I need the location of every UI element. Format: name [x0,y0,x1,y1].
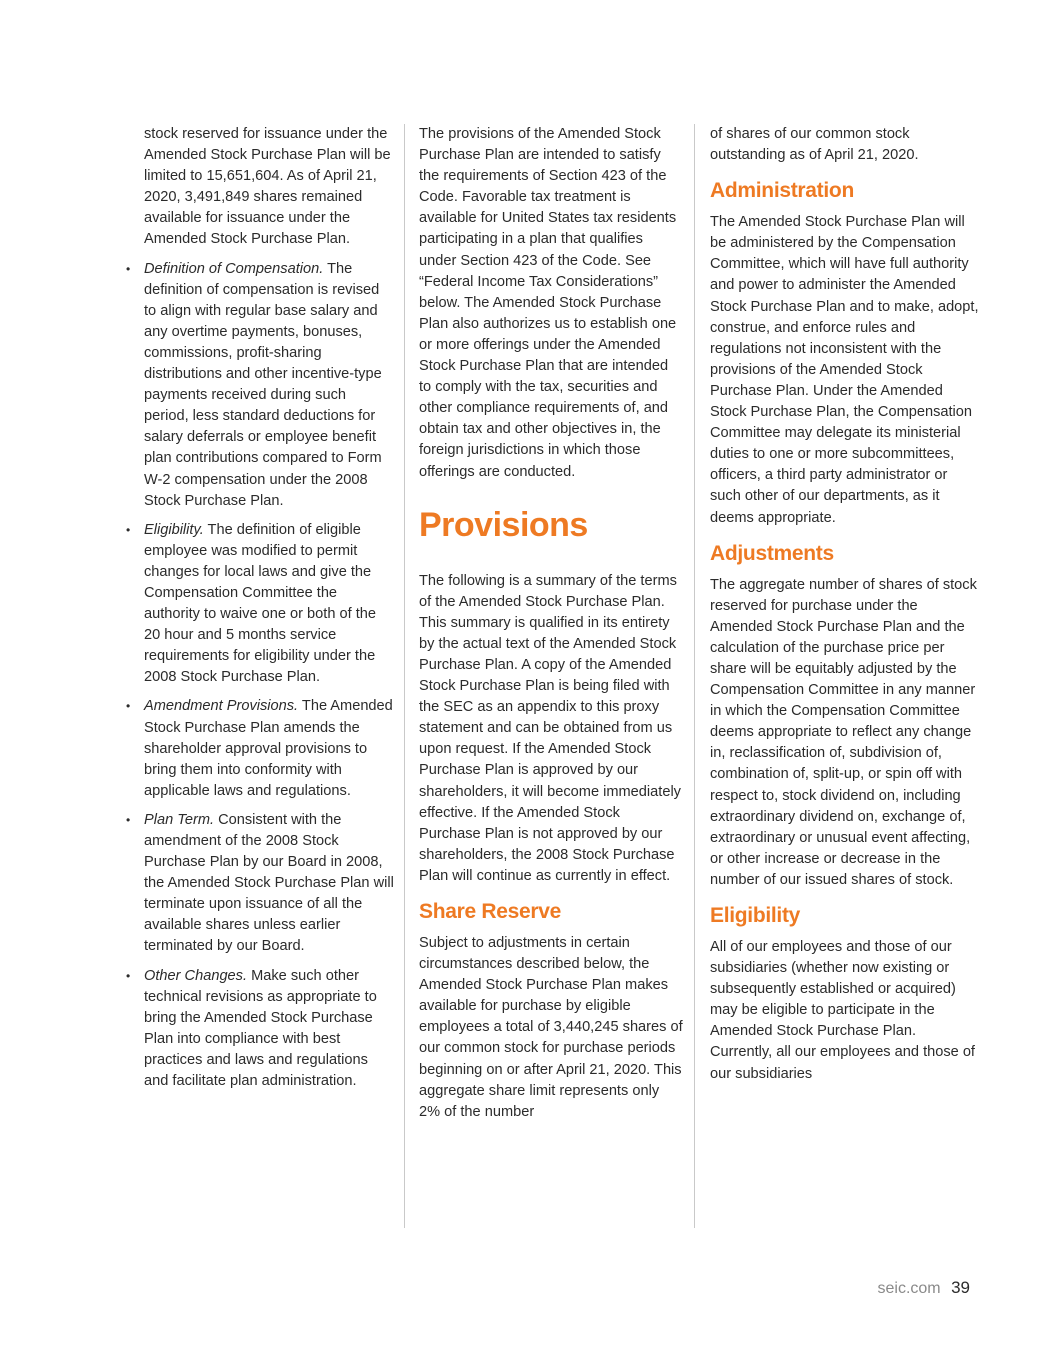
column-3 [694,124,980,1228]
column-2 [404,124,684,1228]
bullet-icon: • [126,699,131,714]
share-reserve-paragraph: Subject to adjustments in certain circumstances described below, the Amended Stock Purchase Plan makes available for purchase by eligible employees a total of 3,440,245 shares of our common stock for purchase periods beginning on or after April 21, 2020. This aggregate share limit represents only 2% of the number [419,935,683,1120]
page-number: 39 [951,1278,970,1297]
summary-paragraph: The following is a summary of the terms of the Amended Stock Purchase Plan. This summary is qualified in its entirety by the actual text of the Amended Stock Purchase Plan. A copy of the Amended Stock Purchase Plan is being filed with the SEC as an appendix to this proxy statement and can be obtained from us upon request. If the Amended Stock Purchase Plan is approved by our shareholders, it will become immediately effective. If the Amended Stock Purchase Plan is not approved by our shareholders, the 2008 Stock Purchase Plan will continue as currently in effect. [419,572,681,884]
continued-paragraph: stock reserved for issuance under the Amended Stock Purchase Plan will be limited to 15,651,604. As of April 21, 2020, 3,491,849 shares remained available for issuance under the Amended Stock Purchase Plan. [144,126,391,248]
list-item [126,696,394,801]
continued-paragraph: of shares of our common stock outstanding as of April 21, 2020. [710,126,919,164]
section-title-provisions: Provisions [419,505,588,544]
bullet-text: Make such other technical revisions as appropriate to bring the Amended Stock Purchase Plan into compliance with best practices and laws and regulations and facilitate plan administration. [144,967,377,1090]
bullet-text: The Amended Stock Purchase Plan amends the shareholder approval provisions to bring them into conformity with applicable laws and regulations. [144,698,393,799]
bullet-icon: • [126,968,131,983]
list-item [126,966,394,1093]
bullet-icon: • [126,812,131,827]
bullet-text: The definition of compensation is revised to align with regular base salary and any overtime payments, bonuses, commissions, profit-sharing distributions and other incentive-type payments received during such period, less standard deductions for salary deferrals or employee benefit plan contributions compared to Form W-2 compensation under the 2008 Stock Purchase Plan. [144,260,382,509]
column-1 [126,124,394,1100]
list-item [126,520,394,689]
heading-share-reserve: Share Reserve [419,900,562,923]
footer-site-link[interactable]: seic.com [877,1280,941,1297]
heading-administration: Administration [710,179,854,203]
eligibility-paragraph: All of our employees and those of our subsidiaries (whether now existing or subsequently established or acquired) may be eligible to participate in the Amended Stock Purchase Plan. Currently, all our employees and those of our subsidiaries [710,939,975,1082]
bullet-term: Plan Term. [144,811,215,828]
page-footer [878,1278,971,1298]
heading-eligibility: Eligibility [710,904,801,927]
heading-adjustments: Adjustments [710,541,834,565]
intro-paragraph: The provisions of the Amended Stock Purchase Plan are intended to satisfy the requirements of Section 423 of the Code. Favorable tax treatment is available for United States tax residents participating in a plan that qualifies under Section 423 of the Code. See “Federal Income Tax Considerations” below. The Amended Stock Purchase Plan also authorizes us to establish one or more offerings under the Amended Stock Purchase Plan that are intended to comply with the tax, securities and other compliance requirements of, and obtain tax and other objectives in, the foreign jurisdictions in which those offerings are conducted. [419,126,677,480]
bullet-text: The definition of eligible employee was modified to permit changes for local laws and give the Compensation Committee the authority to waive one or both of the 20 hour and 5 months service requirements for eligibility under the 2008 Stock Purchase Plan. [144,521,377,686]
adjustments-paragraph: The aggregate number of shares of stock reserved for purchase under the Amended Stock Purchase Plan and the calculation of the purchase price per share will be equitably adjusted by the Compensation Committee in any manner in which the Compensation Committee deems appropriate to reflect any change in, reclassification of, subdivision of, combination of, split-up, or spin off with respect to, stock dividend on, including extraordinary dividend on, exchange of, extraordinary or unusual event affecting, or other increase or decrease in the number of our issued shares of stock. [710,576,977,888]
bullet-icon: • [126,261,131,276]
list-item [126,259,394,512]
plan-changes-list [126,259,394,1093]
bullet-term: Definition of Compensation. [144,260,324,277]
bullet-term: Eligibility. [144,521,204,538]
bullet-term: Amendment Provisions. [144,698,299,715]
bullet-text: Consistent with the amendment of the 2008 Stock Purchase Plan by our Board in 2008, the Amended Stock Purchase Plan will terminate upon issuance of all the available shares unless earlier terminated by our Board. [144,811,394,955]
bullet-icon: • [126,522,131,537]
administration-paragraph: The Amended Stock Purchase Plan will be administered by the Compensation Committee, which will have full authority and power to administer the Amended Stock Purchase Plan and to make, adopt, construe, and enforce rules and regulations not inconsistent with the provisions of the Amended Stock Purchase Plan. Under the Amended Stock Purchase Plan, the Compensation Committee may delegate its ministerial duties to one or more subcommittees, officers, a third party administrator or such other of our departments, as it deems appropriate. [710,214,979,526]
bullet-term: Other Changes. [144,967,248,984]
list-item [126,810,394,958]
